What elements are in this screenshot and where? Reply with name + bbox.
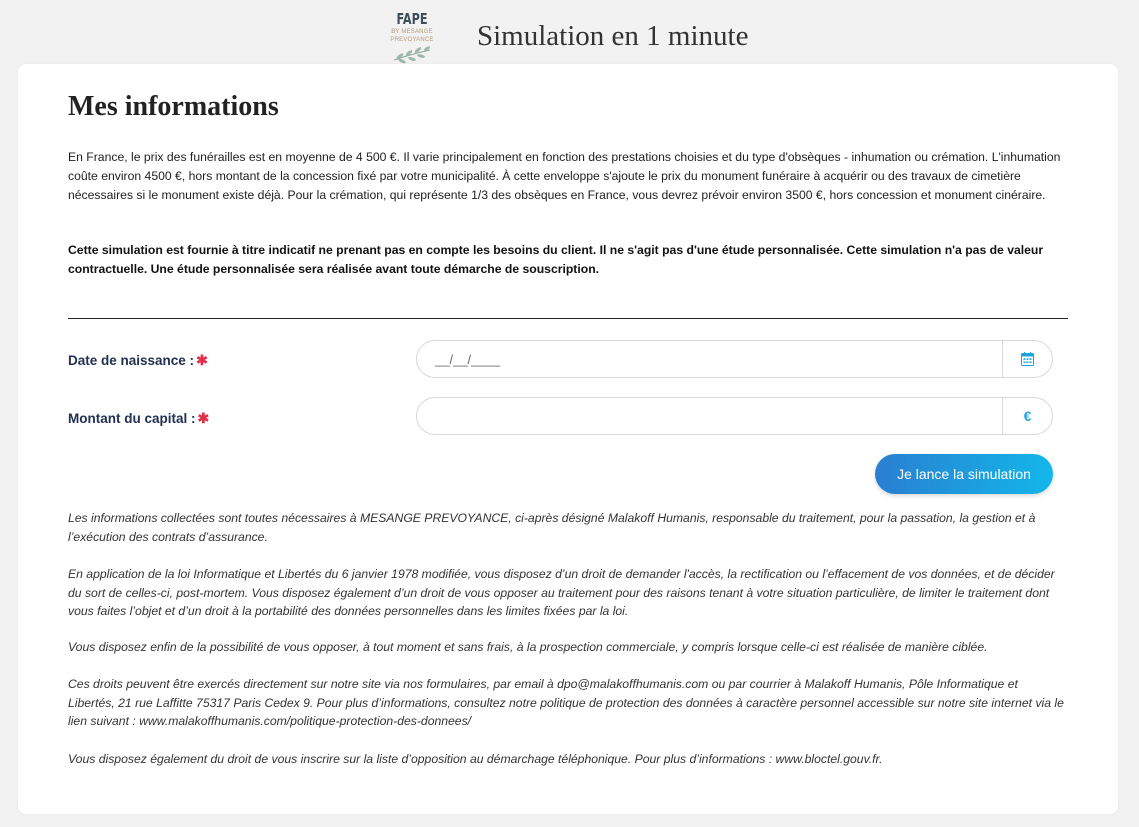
birthdate-label-text: Date de naissance : — [68, 353, 195, 368]
divider — [68, 318, 1068, 319]
capital-input[interactable] — [417, 398, 1003, 434]
start-simulation-button[interactable]: Je lance la simulation — [875, 454, 1053, 494]
logo-subtext: BY MESANGE PREVOYANCE — [390, 29, 434, 43]
leaf-branch-icon — [390, 46, 434, 64]
legal-paragraph-1: Les informations collectées sont toutes nécessaires à MESANGE PREVOYANCE, ci-après désigné Malakoff Humanis, responsable du traitement, pour la passation, la gestion et à l’exécution des contrats d’assurance. — [68, 511, 1036, 544]
section-title: Mes informations — [68, 91, 279, 122]
required-mark: ✱ — [197, 410, 210, 426]
legal-paragraph-3: Vous disposez enfin de la possibilité de vous opposer, à tout moment et sans frais, à la prospection commerciale, y compris lorsque celle-ci est réalisée de manière ciblée. — [68, 640, 988, 654]
legal-paragraph-4: Ces droits peuvent être exercés directement sur notre site via nos formulaires, par email à dpo@malakoffhumanis.com ou par courrier à Malakoff Humanis, Pôle Informatique et Libertés, 21 rue Laffitte 75317 Paris Cedex 9. Pour plus d’informations, consultez notre politique de protection des données à caractère personnel accessible sur notre site internet via le lien suivant : www.malakoffhumanis.com/politique-protection-des-donnees/ — [68, 677, 1064, 728]
form-card — [18, 64, 1118, 814]
capital-label-text: Montant du capital : — [68, 411, 196, 426]
calendar-icon — [1021, 352, 1034, 366]
page-header — [0, 0, 1139, 64]
birthdate-label — [68, 352, 208, 369]
legal-paragraph-2: En application de la loi Informatique et Libertés du 6 janvier 1978 modifiée, vous disposez d’un droit de demander l'accès, la rectification ou l’effacement de vos données, et de décider du sort de celles-ci, post-mortem. Vous disposez également d’un droit de vous opposer au traitement pour des raisons tenant à votre situation particulière, de limiter le traitement dont vous faites l’objet et d’un droit à la portabilité des données personnelles dans les limites fixées par la loi. — [68, 567, 1055, 618]
capital-field — [416, 397, 1053, 435]
legal-paragraph-5: Vous disposez également du droit de vous inscrire sur la liste d’opposition au démarchage téléphonique. Pour plus d’informations : www.bloctel.gouv.fr. — [68, 752, 883, 766]
page-title: Simulation en 1 minute — [477, 20, 749, 52]
fape-logo[interactable] — [370, 10, 454, 64]
required-mark: ✱ — [196, 352, 208, 368]
intro-text: En France, le prix des funérailles est en moyenne de 4 500 €. Il varie principalement en fonction des prestations choisies et du type d'obsèques - inhumation ou crémation. L'inhumation coûte environ 4500 €, hors montant de la concession fixé par votre municipalité. À cette enveloppe s'ajoute le prix du monument funéraire à acquérir ou des travaux de cimetière nécessaires si le monument existe déjà. Pour la crémation, qui représente 1/3 des obsèques en France, vous devrez prévoir environ 3500 €, hors concession et monument cinéraire. — [68, 150, 1061, 202]
logo-text: FAPE — [396, 10, 428, 28]
euro-addon: € — [1002, 398, 1052, 434]
birthdate-input[interactable] — [417, 341, 1003, 377]
disclaimer-text: Cette simulation est fournie à titre indicatif ne prenant pas en compte les besoins du client. Il ne s'agit pas d'une étude personnalisée. Cette simulation n'a pas de valeur contractuelle. Une étude personnalisée sera réalisée avant toute démarche de souscription. — [68, 243, 1044, 276]
birthdate-field — [416, 340, 1053, 378]
capital-label — [68, 410, 209, 427]
calendar-button[interactable] — [1002, 341, 1052, 377]
